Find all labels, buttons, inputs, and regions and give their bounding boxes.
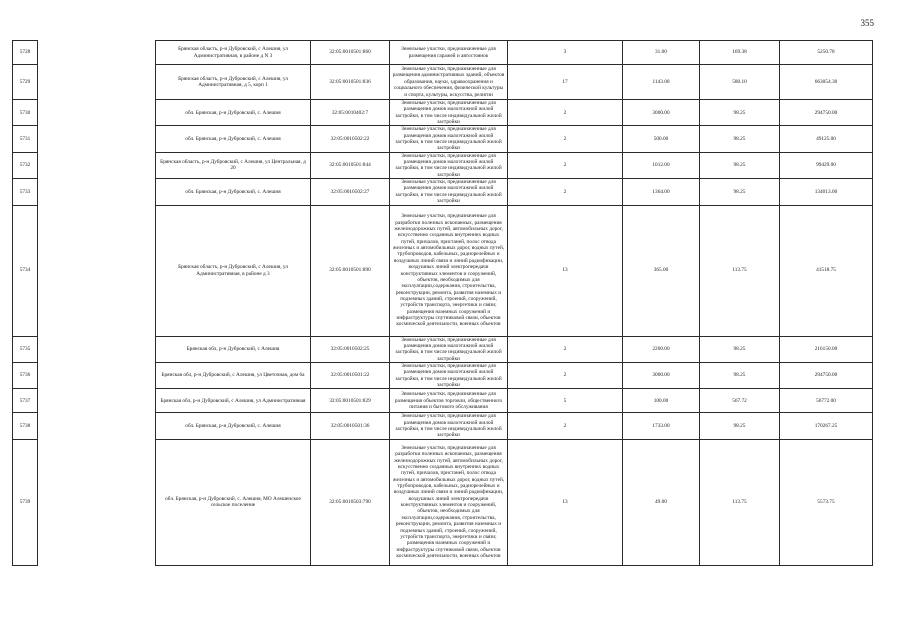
address-cell: обл. Брянская, р-н Дубровский, с. Алешня	[156, 413, 311, 439]
spacer-cell	[38, 126, 156, 152]
land-purpose-cell: Земельные участки, предназначенные для разработки полезных ископаемых, размещения железнодорожных путей, автомобильных дорог, искусственно созданных внутренних водных путей, причалов, пристаней, полос отвода железных и автомобильных дорог, водных путей, трубопроводов, кабельных, радиорелейных и воздушных линий связи и линий радиофикации, воздушных линий электропередачи конструктивных элементов и сооружений, объектов, необходимых для эксплуатации,содержания, строительства, реконструкции, ремонта, развития наземных и подземных зданий, строений, сооружений, устройств транспорта, энергетики и связи; размещения наземных сооружений и инфраструктуры спутниковой связи, объектов космической деятельности, военных объектов	[390, 439, 508, 565]
land-purpose-cell: Земельные участки, предназначенные для размещения домов малоэтажной жилой застройки, в том числе индивидуальной жилой застройки	[390, 179, 508, 205]
address-cell: Брянская обл, р-н Дубровский, с Алешня, ул Цветочная, дом 6а	[156, 362, 311, 388]
cadastral-value-cell: 216150.00	[780, 336, 873, 362]
purpose-code-cell: 2	[508, 413, 623, 439]
table-row	[13, 336, 873, 362]
table-row	[13, 100, 873, 126]
rate-cell: 113.75	[700, 439, 780, 565]
area-cell: 1364.00	[623, 179, 700, 205]
cadastral-number-cell: 32:05:0010501:22	[311, 362, 390, 388]
address-cell: Брянская обл, р-н Дубровский, с Алешня, ул Административная	[156, 389, 311, 413]
purpose-code-cell: 13	[508, 439, 623, 565]
address-cell: Брянская область, р-н Дубровский, с Алешня, ул Административная, в районе д N 3	[156, 41, 311, 65]
cadastral-number-cell: 32:05:0010402:7	[311, 100, 390, 126]
rate-cell: 98.25	[700, 126, 780, 152]
area-cell: 1143.00	[623, 65, 700, 100]
spacer-cell	[38, 179, 156, 205]
spacer-cell	[38, 362, 156, 388]
land-purpose-cell: Земельные участки, предназначенные для размещения домов малоэтажной жилой застройки, в том числе индивидуальной жилой застройки	[390, 336, 508, 362]
cadastral-value-cell: 294750.00	[780, 362, 873, 388]
purpose-code-cell: 2	[508, 179, 623, 205]
cadastral-number-cell: 32:05:0010501:844	[311, 152, 390, 178]
rate-cell: 98.25	[700, 362, 780, 388]
address-cell: обл. Брянская, р-н Дубровский, с. Алешня, МО Алешенское сельское поселение	[156, 439, 311, 565]
cadastral-value-cell: 49125.00	[780, 126, 873, 152]
address-cell: Брянская область, р-н Дубровский, с Алешня, ул Административная, д 5, корп 1	[156, 65, 311, 100]
land-purpose-cell: Земельные участки, предназначенные для разработки полезных ископаемых, размещения железнодорожных путей, автомобильных дорог, искусственно созданных внутренних водных путей, причалов, пристаней, полос отвода железных и автомобильных дорог, водных путей, трубопроводов, кабельных, радиорелейных и воздушных линий связи и линий радиофикации, воздушных линий электропередачи конструктивных элементов и сооружений, объектов, необходимых для эксплуатации,содержания, строительства, реконструкции, ремонта, развития наземных и подземных зданий, строений, сооружений, устройств транспорта, энергетики и связи; размещения наземных сооружений и инфраструктуры спутниковой связи, объектов космической деятельности, военных объектов	[390, 205, 508, 336]
cadastral-number-cell: 32:05:0010501:829	[311, 389, 390, 413]
rate-cell: 98.25	[700, 179, 780, 205]
spacer-cell	[38, 413, 156, 439]
table-row	[13, 362, 873, 388]
cadastral-number-cell: 32:05:0010501:860	[311, 41, 390, 65]
address-cell: Брянская обл, р-н Дубровский, с Алешня	[156, 336, 311, 362]
cadastral-value-cell: 134013.00	[780, 179, 873, 205]
land-purpose-cell: Земельные участки, предназначенные для размещения гаражей и автостоянок	[390, 41, 508, 65]
spacer-cell	[38, 205, 156, 336]
cadastral-value-cell: 170267.25	[780, 413, 873, 439]
table-row	[13, 389, 873, 413]
table-row	[13, 413, 873, 439]
area-cell: 3000.00	[623, 100, 700, 126]
rate-cell: 98.25	[700, 100, 780, 126]
purpose-code-cell: 2	[508, 336, 623, 362]
table-row	[13, 439, 873, 565]
cadastral-number-cell: 32:05:0010502:27	[311, 179, 390, 205]
spacer-cell	[38, 100, 156, 126]
row-id-cell: 5739	[13, 439, 38, 565]
cadastral-number-cell: 32:05:0010501:890	[311, 205, 390, 336]
row-id-cell: 5729	[13, 65, 38, 100]
table-row	[13, 152, 873, 178]
row-id-cell: 5734	[13, 205, 38, 336]
area-cell: 2200.00	[623, 336, 700, 362]
rate-cell: 98.25	[700, 336, 780, 362]
row-id-cell: 5737	[13, 389, 38, 413]
land-purpose-cell: Земельные участки, предназначенные для размещения домов малоэтажной жилой застройки, в том числе индивидуальной жилой застройки	[390, 362, 508, 388]
cadastral-value-cell: 41518.75	[780, 205, 873, 336]
cadastral-number-cell: 32:05:0010503:790	[311, 439, 390, 565]
purpose-code-cell: 17	[508, 65, 623, 100]
rate-cell: 113.75	[700, 205, 780, 336]
row-id-cell: 5736	[13, 362, 38, 388]
area-cell: 500.00	[623, 126, 700, 152]
address-cell: Брянская область, р-н Дубровский, с Алешня, ул Административная, в районе д 3	[156, 205, 311, 336]
page-number: 355	[860, 18, 874, 28]
purpose-code-cell: 2	[508, 100, 623, 126]
land-purpose-cell: Земельные участки, предназначенные для размещения домов малоэтажной жилой застройки, в том числе индивидуальной жилой застройки	[390, 413, 508, 439]
table-row	[13, 205, 873, 336]
rate-cell: 169.38	[700, 41, 780, 65]
row-id-cell: 5733	[13, 179, 38, 205]
cadastral-value-cell: 294750.00	[780, 100, 873, 126]
cadastral-value-cell: 5573.75	[780, 439, 873, 565]
row-id-cell: 5735	[13, 336, 38, 362]
purpose-code-cell: 2	[508, 126, 623, 152]
rate-cell: 98.25	[700, 413, 780, 439]
area-cell: 365.00	[623, 205, 700, 336]
area-cell: 31.00	[623, 41, 700, 65]
address-cell: Брянская область, р-н Дубровский, с Алешня, ул Центральная, д 20	[156, 152, 311, 178]
area-cell: 1012.00	[623, 152, 700, 178]
cadastre-table	[12, 40, 873, 566]
land-purpose-cell: Земельные участки, предназначенные для размещения домов малоэтажной жилой застройки, в том числе индивидуальной жилой застройки	[390, 126, 508, 152]
address-cell: обл. Брянская, р-н Дубровский, с. Алешня	[156, 100, 311, 126]
purpose-code-cell: 2	[508, 152, 623, 178]
address-cell: обл. Брянская, р-н Дубровский, с. Алешня	[156, 179, 311, 205]
purpose-code-cell: 3	[508, 41, 623, 65]
spacer-cell	[38, 65, 156, 100]
cadastral-value-cell: 5250.78	[780, 41, 873, 65]
purpose-code-cell: 5	[508, 389, 623, 413]
table-body	[13, 41, 873, 566]
rate-cell: 580.10	[700, 65, 780, 100]
cadastral-value-cell: 56772.00	[780, 389, 873, 413]
land-purpose-cell: Земельные участки, предназначенные для размещения домов малоэтажной жилой застройки, в том числе индивидуальной жилой застройки	[390, 100, 508, 126]
area-cell: 3000.00	[623, 362, 700, 388]
row-id-cell: 5731	[13, 126, 38, 152]
spacer-cell	[38, 152, 156, 178]
cadastral-value-cell: 663054.30	[780, 65, 873, 100]
cadastral-number-cell: 32:05:0010501:836	[311, 65, 390, 100]
cadastral-value-cell: 99429.00	[780, 152, 873, 178]
spacer-cell	[38, 41, 156, 65]
cadastral-number-cell: 32:05:0010502:25	[311, 336, 390, 362]
land-purpose-cell: Земельные участки, предназначенные для размещения объектов торговли, общественного питания и бытового обслуживания	[390, 389, 508, 413]
rate-cell: 98.25	[700, 152, 780, 178]
spacer-cell	[38, 439, 156, 565]
purpose-code-cell: 13	[508, 205, 623, 336]
row-id-cell: 5738	[13, 413, 38, 439]
table-row	[13, 41, 873, 65]
cadastral-number-cell: 32:05:0010502:22	[311, 126, 390, 152]
row-id-cell: 5728	[13, 41, 38, 65]
cadastral-number-cell: 32:05:0010501:36	[311, 413, 390, 439]
address-cell: обл. Брянская, р-н Дубровский, с. Алешня	[156, 126, 311, 152]
area-cell: 1733.00	[623, 413, 700, 439]
land-purpose-cell: Земельные участки, предназначенные для размещения домов малоэтажной жилой застройки, в том числе индивидуальной жилой застройки	[390, 152, 508, 178]
table-row	[13, 179, 873, 205]
land-purpose-cell: Земельные участки, предназначенные для размещения административных зданий, объектов образования, науки, здравоохранения и социального обеспечения, физической культуры и спорта, культуры, искусства, религии	[390, 65, 508, 100]
spacer-cell	[38, 389, 156, 413]
table-row	[13, 65, 873, 100]
table-row	[13, 126, 873, 152]
spacer-cell	[38, 336, 156, 362]
area-cell: 49.00	[623, 439, 700, 565]
area-cell: 100.00	[623, 389, 700, 413]
purpose-code-cell: 2	[508, 362, 623, 388]
row-id-cell: 5730	[13, 100, 38, 126]
row-id-cell: 5732	[13, 152, 38, 178]
rate-cell: 567.72	[700, 389, 780, 413]
